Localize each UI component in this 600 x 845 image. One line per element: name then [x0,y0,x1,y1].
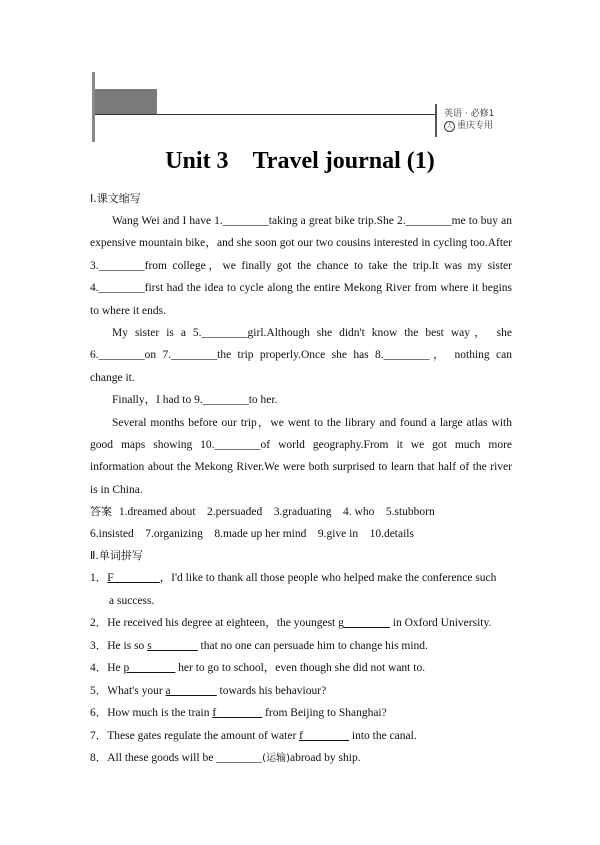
spelling-item-4 [90,657,512,680]
summary-paragraph-3: Finally，I had to 9.________to her. [112,394,278,407]
item-text-pre: He received his degree at eighteen，the youngest [107,617,339,630]
header-small-rule [435,104,437,137]
page-title [0,148,600,175]
answers-text-1: 1.dreamed about 2.persuaded 3.graduating 4. who 5.stubborn [118,506,435,519]
item-number: 8． [90,752,108,765]
answer-line-1 [90,501,512,523]
title-topic: Travel journal (1) [252,148,435,174]
spelling-item-2 [90,612,512,635]
item-number: 7． [90,729,108,742]
spelling-item-3 [90,635,512,658]
header-gray-block [95,89,157,115]
spelling-item-5 [90,680,512,703]
section1-heading: Ⅰ.课文缩写 [90,192,141,205]
spelling-item-1 [90,567,512,612]
item-text-pre: He is so [107,639,148,652]
item-number: 5． [90,684,108,697]
item-number: 6． [90,707,108,720]
answers-text-2: 6.insisted 7.organizing 8.made up her mind 9.give in 10.details [90,528,414,541]
circle-mark-icon: 人 [444,121,455,132]
item-text-pre: These gates regulate the amount of water [107,729,300,742]
item-hint-letter: s________ [147,639,198,652]
item-text: ，I'd like to thank all those people who helped make the conference such [159,572,497,585]
header-edition: 重庆专用 [457,121,494,131]
header-horizontal-rule [95,114,435,115]
item-text-post: into the canal. [349,729,417,742]
section2-heading: Ⅱ.单词拼写 [90,549,143,563]
worksheet-content [90,188,512,771]
item-number: 4． [90,662,108,675]
item-text-post: from Beijing to Shanghai? [262,707,387,720]
item-text-pre: He [107,662,124,675]
header-series-info [444,108,494,132]
item-text-post: towards his behaviour? [216,684,327,697]
item-hint-letter: f________ [299,729,349,742]
item-text-pre: How much is the train [107,707,213,720]
answer-label: 答案 [90,505,112,519]
spelling-item-6 [90,702,512,725]
item-hint-letter: F________ [107,572,160,585]
header-series: 英语 · 必修1 [444,109,495,119]
item-text-post: abroad by ship. [289,752,361,765]
item-text-pre: What's your [107,684,166,697]
item-text-post: her to go to school，even though she did not want to. [175,662,426,675]
spelling-item-8 [90,747,512,771]
summary-paragraph-2: My sister is a 5.________girl.Although she didn't know the best way， she 6.________on 7.________the trip properly.Once she has 8.________， nothing can change it. [90,327,512,384]
item-hint-letter: p________ [123,662,176,675]
item-chinese-hint: (运输) [262,753,290,765]
summary-paragraph-1: Wang Wei and I have 1.________taking a great bike trip.She 2.________me to buy an expensive mountain bike，and she soon got our two cousins interested in cycling too.After 3.________from college，we finally got the chance to take the trip.It was my sister 4.________first had the idea to cycle along the entire Mekong River from where it begins to where it ends. [90,215,512,317]
summary-paragraph-4: Several months before our trip，we went to the library and found a large atlas with good maps showing 10.________of world geography.From it we got much more information about the Mekong River.We were both surprised to learn that half of the river is in China. [90,416,512,496]
item-text-post: in Oxford University. [389,617,492,630]
item-text-post: that no one can persuade him to change his mind. [197,639,428,652]
item-number: 2． [90,617,108,630]
item-hint-letter: a________ [165,684,217,697]
item-number: 3． [90,639,108,652]
item-hint-letter: f________ [212,707,263,720]
item-number: 1． [90,572,108,585]
item-text-pre: All these goods will be ________ [107,752,263,765]
spelling-item-7 [90,725,512,748]
item-continuation: a success. [109,594,155,607]
title-unit: Unit 3 [165,148,229,174]
answer-line-2 [90,523,512,545]
item-hint-letter: g________ [338,617,390,630]
